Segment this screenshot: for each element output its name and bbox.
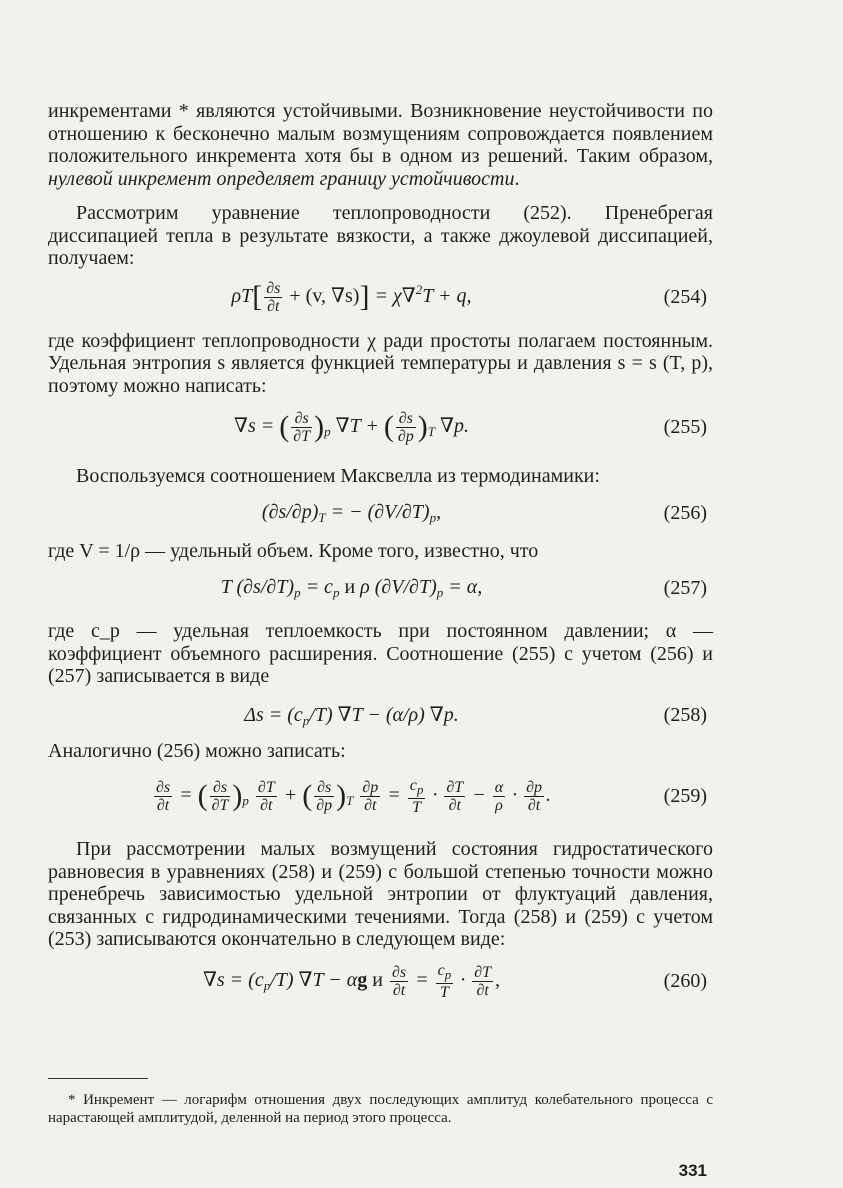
- equation-number: (258): [663, 704, 707, 726]
- footnote: * Инкремент — логарифм отношения двух последующих амплитуд колебательного процесса с нарастающей амплитудой, деленной на период этого процесса.: [48, 1092, 713, 1126]
- equation-number: (260): [663, 970, 707, 992]
- footnote-divider: [48, 1078, 148, 1079]
- equation-259: $\frac{\partial s}{\partial t}$ = ( $\frac{\partial s}{\partial T}$ )$_p$ $\frac{\partial T}{\partial t}$ + ( $\frac{\partial s}{\partial p}$ )$_T$ $\frac{\partial p}{\partial t}$ = $\frac{c_p}{T}$ · $\frac{\partial T}{\partial t}$ − $\frac{\alpha}{\rho}$ · $\frac{\partial p}{\partial t}$ . (259): [155, 776, 707, 816]
- paragraph-8: При рассмотрении малых возмущений состояния гидростатического равновесия в уравнениях (258) и (259) с большой степенью точности можно пренебречь зависимостью удельной энтропии от флуктуаций давления, связанных с гидродинамическими течениями. Тогда (258) и (259) с учетом (253) записываются окончательно в следующем виде:: [48, 838, 713, 950]
- paragraph-7: Аналогично (256) можно записать:: [48, 739, 346, 762]
- fraction: $\frac{\partial s}{\partial t}$: [266, 280, 281, 315]
- equation-260: $\nabla s = (c_p/T) \nabla T - \alpha g$ и $\frac{\partial s}{\partial t}$ = $\frac{c_p}{T}$ · $\frac{\partial T}{\partial t}$ , (260): [202, 962, 707, 1001]
- paragraph-5: где V = 1/ρ — удельный объем. Кроме того, известно, что: [48, 539, 539, 562]
- italic-phrase: нулевой инкремент определяет границу устойчивости: [48, 167, 515, 190]
- equation-number: (259): [663, 784, 707, 807]
- equation-254: ρT[ $\frac{\partial s}{\partial t}$ + (v, ∇s)] = χ∇$^2$T + q, (254): [231, 280, 707, 315]
- page-body: [48, 100, 713, 1007]
- equation-number: (254): [663, 286, 707, 308]
- equation-256: $(\partial s/\partial p)_T$ = − $(\partial V/\partial T)_p$, (256): [261, 501, 707, 525]
- equation-number: (255): [663, 415, 707, 438]
- equation-number: (257): [663, 576, 707, 599]
- paragraph-3: где коэффициент теплопроводности χ ради простоты полагаем постоянным. Удельная энтропия s является функцией температуры и давления s = s (T, p), поэтому можно написать:: [48, 329, 713, 397]
- paragraph-2: Рассмотрим уравнение теплопроводности (252). Пренебрегая диссипацией тепла в результате вязкости, а также джоулевой диссипацией, получаем:: [48, 202, 713, 269]
- page-number: 331: [678, 1161, 707, 1180]
- equation-number: (256): [663, 502, 707, 524]
- equation-258: $\Delta s = (c_p/T) \nabla T - (\alpha/\rho)$ ∇p. (258): [244, 704, 707, 728]
- equation-255: ∇s = ( $\frac{\partial s}{\partial T}$ )$_p$ ∇T + ( $\frac{\partial s}{\partial p}$ )$_T$ ∇p. (255): [234, 409, 707, 445]
- paragraph-1: инкрементами * являются устойчивыми. Возникновение неустойчивости по отношению к бесконечно малым возмущениям сопровождается появлением положительного инкремента хотя бы в одном из решений. Таким образом, нулевой инкремент определяет границу устойчивости.: [48, 100, 713, 190]
- equation-257: T $(\partial s/\partial T)_p = c_p$ и ρ $(\partial V/\partial T)_p = \alpha$, (257): [220, 575, 707, 600]
- paragraph-6: где c_p — удельная теплоемкость при постоянном давлении; α — коэффициент объемного расширения. Соотношение (255) с учетом (256) и (257) записывается в виде: [48, 620, 713, 687]
- paragraph-4: Воспользуемся соотношением Максвелла из термодинамики:: [76, 465, 600, 487]
